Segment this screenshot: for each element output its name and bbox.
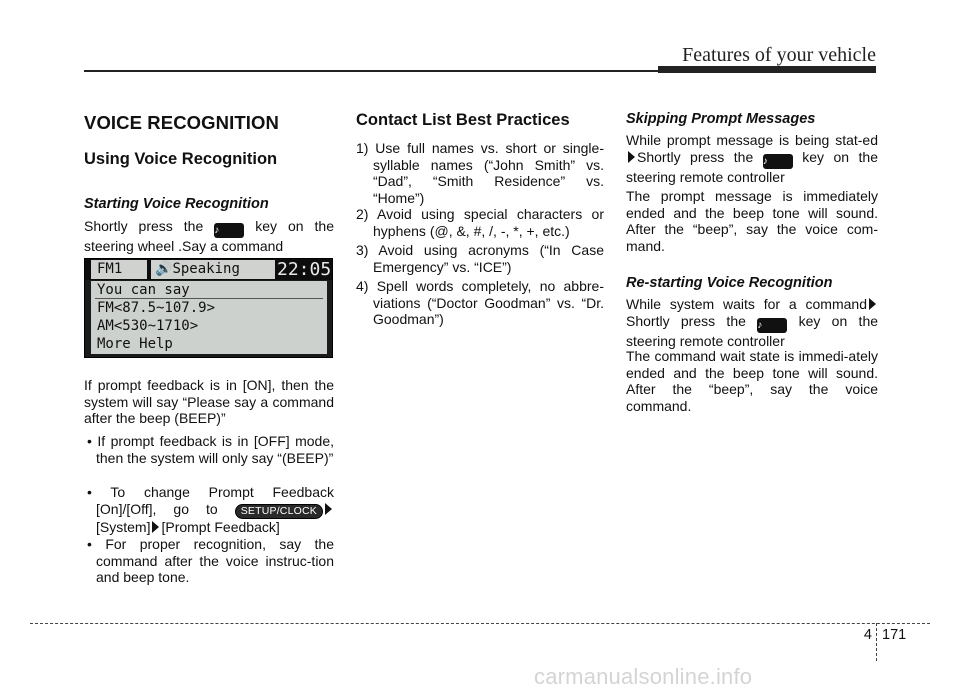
skipping-heading: Skipping Prompt Messages [626, 111, 816, 127]
contact-tip-4: 4) Spell words completely, no abbre-viations (“Doctor Goodman” vs. “Dr. Goodman”) [356, 278, 604, 328]
screen-line: More Help [97, 336, 173, 352]
p1-a: While prompt message is being stat-ed [626, 132, 878, 148]
para-feedback-on: If prompt feedback is in [ON], then the system will say “Please say a command after the beep (BEEP)” [84, 377, 334, 427]
contact-tip-2: 2) Avoid using special characters or hyphens (@, &, #, /, -, *, +, etc.) [356, 206, 604, 239]
bullet-feedback-off: • If prompt feedback is in [OFF] mode, then the system will only say “(BEEP)” [87, 433, 335, 466]
p1-b: Shortly press the [637, 148, 754, 165]
p3-a: While system waits for a command [626, 296, 867, 312]
para-skip-2: The prompt message is immediately ended and the beep tone will sound. After the “beep”, say the voice com-mand. [626, 188, 878, 255]
bullet2-text-a: To change Prompt Feedback [On]/[Off], go to [96, 484, 334, 517]
sub-heading: Using Voice Recognition [84, 150, 278, 168]
bullet2-text-b: [System] [96, 518, 151, 535]
para-skip-1 [626, 132, 878, 185]
para1-before: Shortly press the [84, 218, 204, 234]
bullet3-text: For proper recognition, say the command after the voice instruc-tion and beep tone. [96, 536, 335, 586]
contact-tip-1: 1) Use full names vs. short or single-syllable names (“John Smith” vs. “Dad”, “Smith Residence” vs. “Home”) [356, 140, 604, 207]
display-screenshot [84, 258, 333, 358]
contact-tip-3: 3) Avoid using acronyms (“In Case Emergency” vs. “ICE”) [356, 242, 604, 275]
talk-key-icon: ♪ [763, 154, 793, 169]
arrow-right-icon [152, 521, 159, 533]
bullet2-text-c: [Prompt Feedback] [161, 518, 280, 535]
para1-after: key on the steering wheel .Say a command [84, 218, 334, 254]
para-start-voice [84, 218, 334, 255]
screen-body [91, 281, 327, 354]
bullet-change-feedback: • To change Prompt Feedback [On]/[Off], go to SETUP/CLOCK [System] [Prompt Feedback] [87, 484, 334, 535]
screen-divider [95, 298, 323, 299]
para-restart-2: The command wait state is immedi-ately ended and the beep tone will sound. After the “beep”, say the voice command. [626, 348, 878, 415]
arrow-right-icon [325, 503, 332, 515]
talk-key-icon: ♪ [214, 223, 244, 238]
screen-status-text: Speaking [172, 261, 240, 277]
talk-key-icon: ♪ [757, 318, 787, 333]
header-rule [84, 70, 658, 72]
bullet-proper-recognition: • For proper recognition, say the command after the voice instruc-tion and beep tone. [87, 536, 335, 586]
watermark: carmanualsonline.info [534, 664, 753, 689]
screen-time: 22:05 [277, 259, 332, 280]
para-restart-1 [626, 296, 878, 349]
p3-b: Shortly press the [626, 312, 746, 329]
header-rule-thick [658, 66, 876, 73]
screen-status [151, 260, 275, 279]
screen-status-bar [85, 259, 332, 280]
page-header-title: Features of your vehicle [682, 44, 876, 66]
main-heading: VOICE RECOGNITION [84, 112, 279, 133]
arrow-right-icon [628, 151, 635, 163]
page-number: 171 [882, 627, 907, 643]
footer-rule [30, 623, 930, 624]
restarting-heading: Re-starting Voice Recognition [626, 275, 833, 291]
chapter-number: 4 [863, 627, 872, 643]
setup-clock-key-icon: SETUP/CLOCK [235, 504, 323, 519]
page-number-divider [876, 623, 877, 661]
screen-line: You can say [97, 282, 190, 298]
section-heading-starting: Starting Voice Recognition [84, 196, 269, 212]
p3-c: key on the steering remote controller [626, 312, 879, 349]
speaker-icon: 🔊 [155, 261, 173, 277]
contact-list-heading: Contact List Best Practices [356, 111, 570, 129]
screen-line: AM<530~1710> [97, 318, 199, 334]
p1-c: key on the steering remote controller [626, 148, 878, 185]
screen-line: FM<87.5~107.9> [97, 300, 216, 316]
bullet1-text: If prompt feedback is in [OFF] mode, then the system will only say “(BEEP)” [96, 433, 335, 466]
arrow-right-icon [869, 298, 876, 310]
screen-band: FM1 [91, 260, 147, 279]
